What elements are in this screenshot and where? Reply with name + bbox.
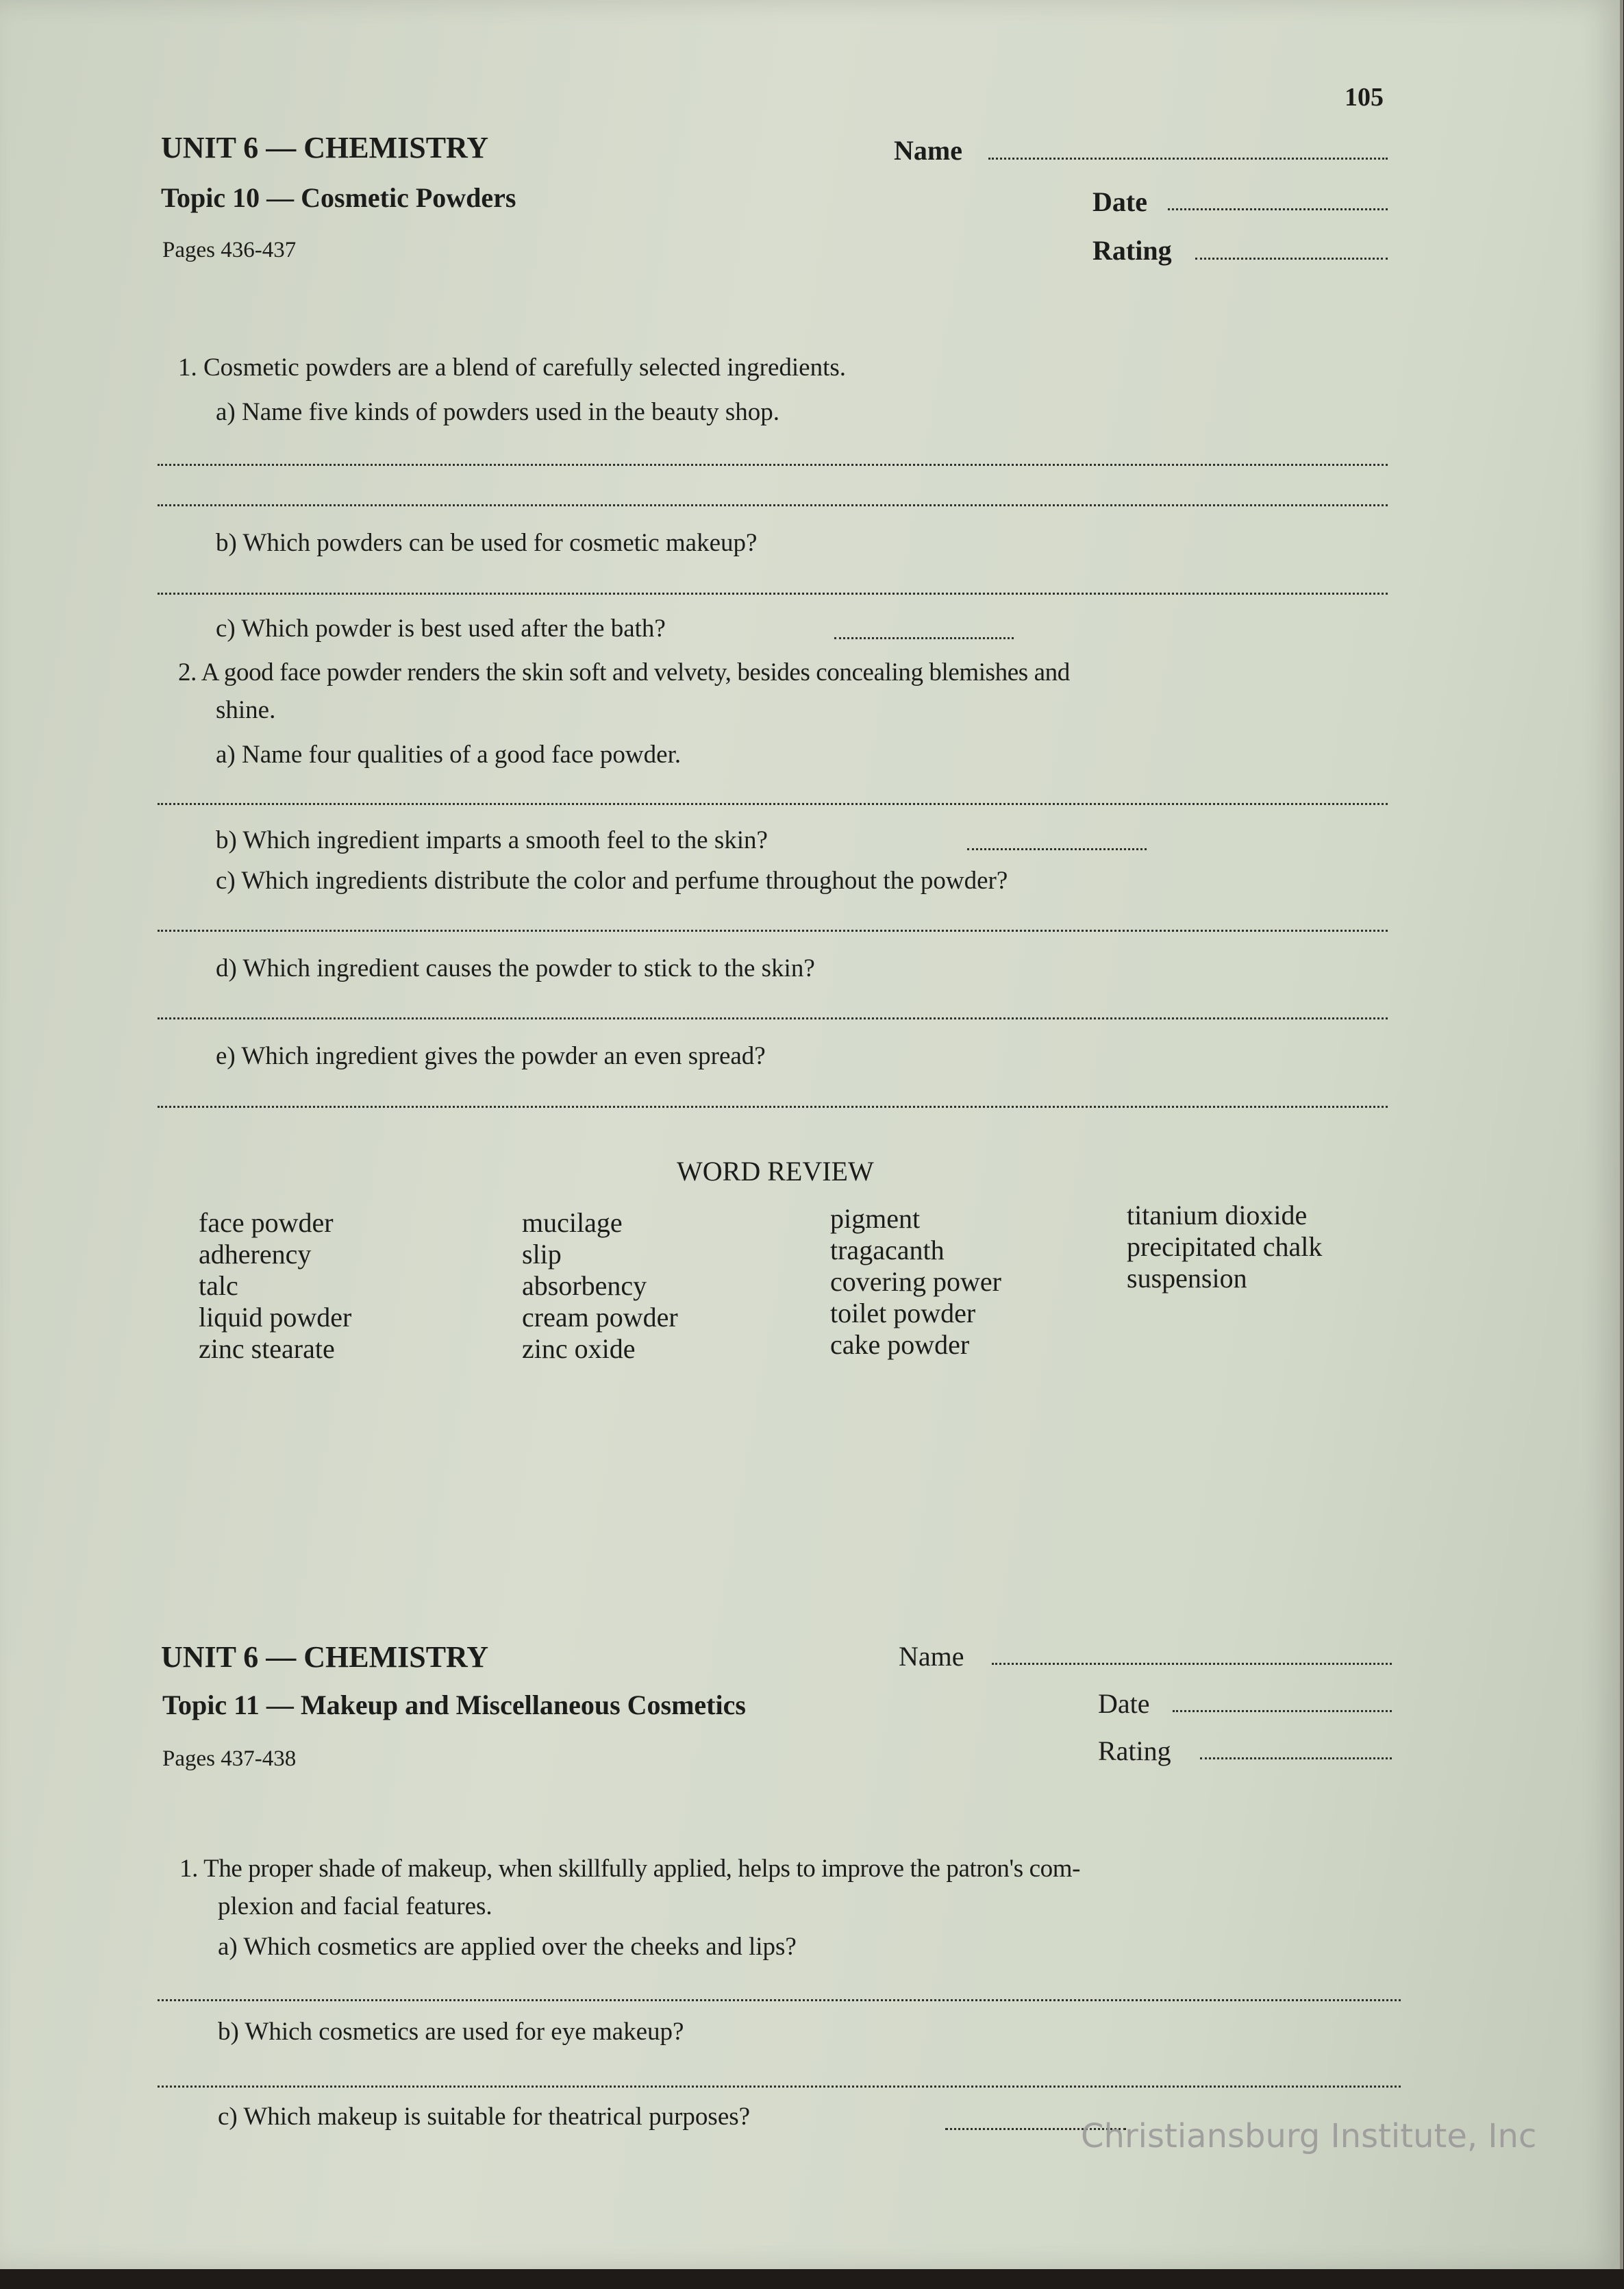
question-1a: a) Name five kinds of powders used in the beauty shop. bbox=[216, 398, 780, 426]
rating-field[interactable] bbox=[1195, 258, 1388, 260]
date-field[interactable] bbox=[1168, 208, 1388, 210]
vocab-word: adherency bbox=[199, 1239, 312, 1270]
question-1-stem-continued: plexion and facial features. bbox=[218, 1892, 492, 1920]
answer-line[interactable] bbox=[158, 464, 1388, 466]
question-2a: a) Name four qualities of a good face powder. bbox=[216, 741, 682, 769]
word-review-column-3 bbox=[830, 1203, 1001, 1361]
vocab-word: slip bbox=[522, 1239, 562, 1270]
date-label: Date bbox=[1092, 186, 1147, 217]
vocab-word: precipitated chalk bbox=[1127, 1231, 1323, 1262]
question-1b: b) Which powders can be used for cosmetic makeup? bbox=[216, 529, 758, 557]
question-1-stem: 1. The proper shade of makeup, when skillfully applied, helps to improve the patron's com- bbox=[179, 1855, 1081, 1883]
date-label: Date bbox=[1098, 1688, 1150, 1719]
answer-line[interactable] bbox=[158, 2086, 1401, 2088]
question-1b: b) Which cosmetics are used for eye makeup? bbox=[218, 2018, 684, 2046]
question-1-stem: 1. Cosmetic powders are a blend of carefully selected ingredients. bbox=[178, 354, 847, 382]
vocab-word: face powder bbox=[199, 1207, 334, 1238]
vocab-word: absorbency bbox=[522, 1270, 647, 1301]
word-review-column-1 bbox=[199, 1207, 351, 1365]
answer-line[interactable] bbox=[158, 504, 1388, 506]
vocab-word: liquid powder bbox=[199, 1302, 352, 1333]
vocab-word: talc bbox=[199, 1270, 238, 1301]
name-field[interactable] bbox=[992, 1663, 1392, 1665]
rating-field[interactable] bbox=[1200, 1757, 1392, 1759]
answer-line[interactable] bbox=[834, 637, 1014, 639]
watermark: Christiansburg Institute, Inc bbox=[1081, 2117, 1537, 2155]
word-review-title: WORD REVIEW bbox=[677, 1156, 874, 1187]
rating-label: Rating bbox=[1092, 235, 1172, 266]
word-review-column-4 bbox=[1127, 1200, 1322, 1294]
vocab-word: cake powder bbox=[830, 1329, 970, 1360]
question-2-stem-continued: shine. bbox=[216, 696, 276, 724]
question-2b: b) Which ingredient imparts a smooth feel to the skin? bbox=[216, 826, 768, 854]
page-number: 105 bbox=[1345, 83, 1384, 112]
answer-line[interactable] bbox=[158, 593, 1388, 595]
rating-label: Rating bbox=[1098, 1735, 1171, 1766]
question-2d: d) Which ingredient causes the powder to stick to the skin? bbox=[216, 954, 815, 982]
pages-reference: Pages 437-438 bbox=[162, 1746, 297, 1771]
vocab-word: pigment bbox=[830, 1203, 921, 1234]
answer-line[interactable] bbox=[967, 848, 1147, 850]
question-1c: c) Which makeup is suitable for theatrical purposes? bbox=[218, 2103, 751, 2131]
vocab-word: suspension bbox=[1127, 1263, 1247, 1294]
vocab-word: cream powder bbox=[522, 1302, 678, 1333]
vocab-word: zinc oxide bbox=[522, 1333, 636, 1364]
vocab-word: tragacanth bbox=[830, 1235, 945, 1265]
answer-line[interactable] bbox=[158, 1106, 1388, 1108]
vocab-word: mucilage bbox=[522, 1207, 623, 1238]
date-field[interactable] bbox=[1173, 1710, 1392, 1712]
question-2e: e) Which ingredient gives the powder an even spread? bbox=[216, 1042, 766, 1070]
name-label: Name bbox=[894, 135, 962, 166]
topic-heading: Topic 10 — Cosmetic Powders bbox=[161, 182, 516, 213]
vocab-word: zinc stearate bbox=[199, 1333, 335, 1364]
name-label: Name bbox=[899, 1641, 964, 1672]
answer-line[interactable] bbox=[158, 803, 1388, 805]
question-2-stem: 2. A good face powder renders the skin soft and velvety, besides concealing blemishes and bbox=[178, 658, 1070, 686]
vocab-word: titanium dioxide bbox=[1127, 1200, 1308, 1230]
vocab-word: toilet powder bbox=[830, 1298, 976, 1328]
answer-line[interactable] bbox=[158, 1999, 1401, 2001]
pages-reference: Pages 436-437 bbox=[162, 238, 297, 262]
word-review-column-2 bbox=[522, 1207, 678, 1365]
name-field[interactable] bbox=[988, 158, 1388, 160]
unit-heading: UNIT 6 — CHEMISTRY bbox=[161, 131, 489, 164]
answer-line[interactable] bbox=[158, 1017, 1388, 1019]
question-1c: c) Which powder is best used after the bath? bbox=[216, 615, 666, 643]
answer-line[interactable] bbox=[158, 930, 1388, 932]
topic-heading: Topic 11 — Makeup and Miscellaneous Cosmetics bbox=[162, 1690, 746, 1720]
question-1a: a) Which cosmetics are applied over the cheeks and lips? bbox=[218, 1933, 797, 1961]
unit-heading: UNIT 6 — CHEMISTRY bbox=[161, 1640, 489, 1674]
question-2c: c) Which ingredients distribute the color and perfume throughout the powder? bbox=[216, 867, 1008, 895]
vocab-word: covering power bbox=[830, 1266, 1001, 1297]
